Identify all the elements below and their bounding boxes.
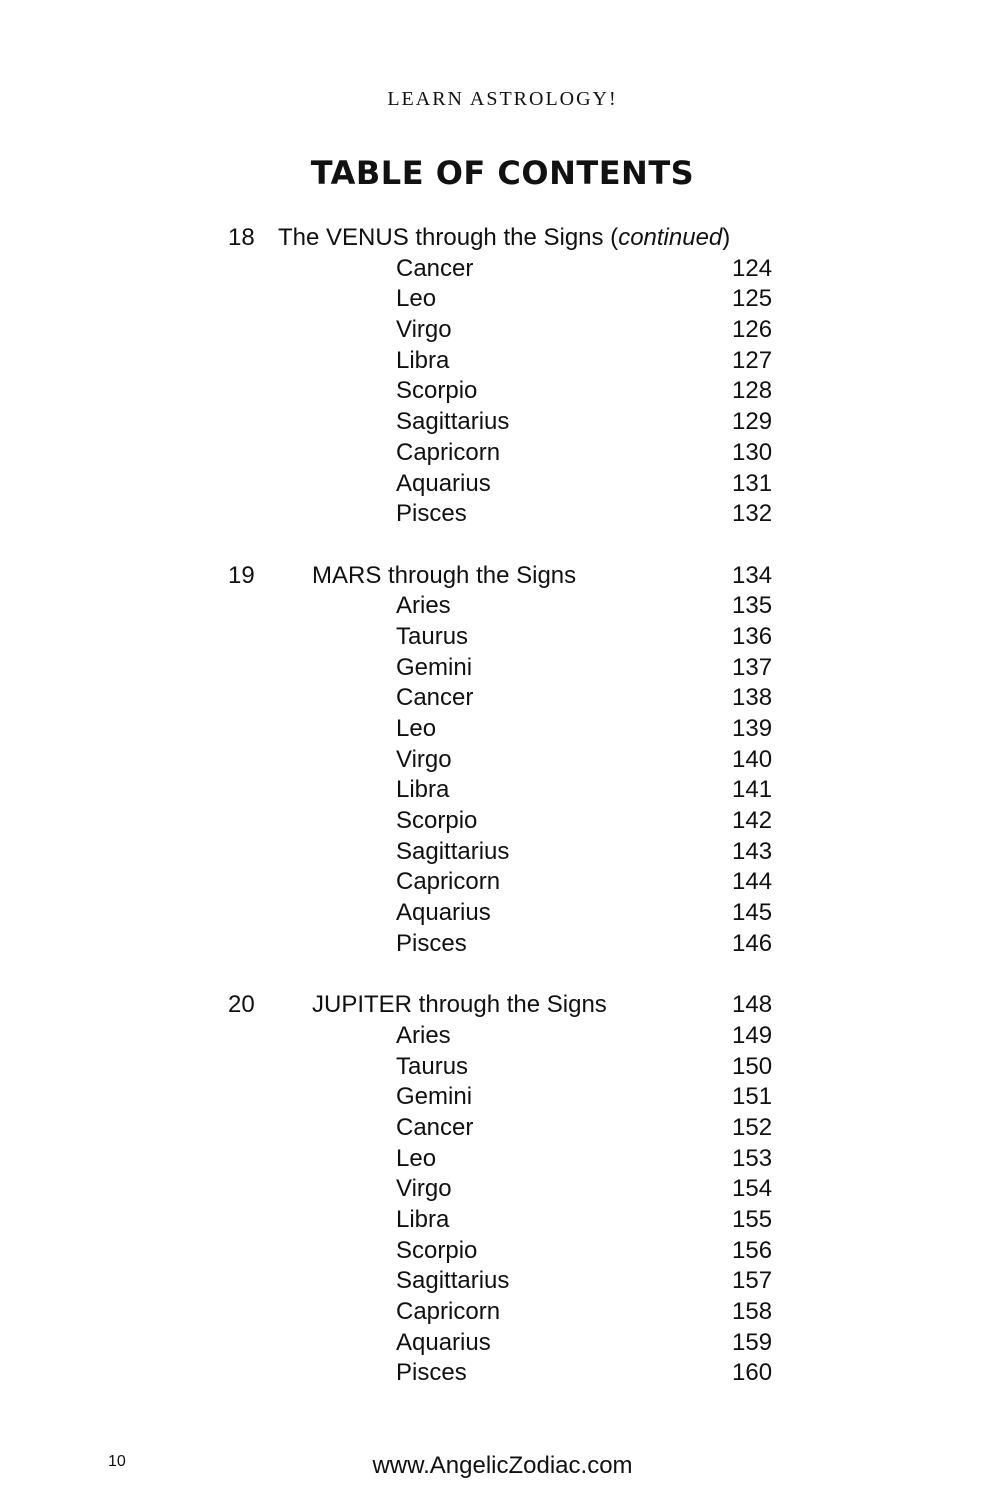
spacer bbox=[0, 530, 1005, 561]
entry-page: 153 bbox=[732, 1144, 773, 1172]
chapter-title bbox=[312, 990, 607, 1021]
toc-entry[interactable] bbox=[0, 591, 1005, 622]
toc-entry[interactable] bbox=[0, 1082, 1005, 1113]
toc-entry[interactable] bbox=[0, 1328, 1005, 1359]
entry-label: Scorpio bbox=[396, 377, 478, 405]
toc-entry[interactable] bbox=[0, 284, 1005, 315]
entry-label: Pisces bbox=[396, 929, 467, 957]
toc-entry[interactable] bbox=[0, 1236, 1005, 1267]
spacer bbox=[0, 960, 1005, 991]
entry-page: 150 bbox=[732, 1052, 773, 1080]
entry-page: 130 bbox=[732, 438, 773, 466]
entry-label: Taurus bbox=[396, 1052, 469, 1080]
toc-entry[interactable] bbox=[0, 1297, 1005, 1328]
toc-entry[interactable] bbox=[0, 806, 1005, 837]
entry-label: Virgo bbox=[396, 1175, 452, 1203]
toc-entry[interactable] bbox=[0, 683, 1005, 714]
entry-label: Aquarius bbox=[396, 1328, 491, 1356]
entry-label: Libra bbox=[396, 776, 450, 804]
chapter-title-text: JUPITER through the Signs bbox=[312, 991, 607, 1019]
entry-label: Pisces bbox=[396, 500, 467, 528]
entry-page: 127 bbox=[732, 346, 773, 374]
entry-label: Gemini bbox=[396, 1083, 473, 1111]
entry-page: 158 bbox=[732, 1298, 773, 1326]
entry-label: Virgo bbox=[396, 745, 452, 773]
chapter-row[interactable] bbox=[0, 990, 1005, 1021]
toc-entry[interactable] bbox=[0, 1174, 1005, 1205]
page-number: 10 bbox=[108, 1453, 126, 1470]
entry-label: Cancer bbox=[396, 1113, 474, 1141]
entry-label: Cancer bbox=[396, 684, 474, 712]
entry-label: Capricorn bbox=[396, 1298, 501, 1326]
continued-note-close: ) bbox=[722, 224, 731, 251]
toc-entry[interactable] bbox=[0, 653, 1005, 684]
chapter-row[interactable] bbox=[0, 223, 1005, 254]
toc-entry[interactable] bbox=[0, 1144, 1005, 1175]
entry-page: 125 bbox=[732, 285, 773, 313]
toc-entry[interactable] bbox=[0, 714, 1005, 745]
toc-entry[interactable] bbox=[0, 1266, 1005, 1297]
entry-page: 141 bbox=[732, 776, 773, 804]
entry-page: 124 bbox=[732, 254, 773, 282]
continued-note: continued bbox=[618, 224, 723, 251]
entry-page: 132 bbox=[732, 500, 773, 528]
entry-label: Gemini bbox=[396, 653, 473, 681]
table-of-contents bbox=[0, 223, 1005, 1389]
toc-entry[interactable] bbox=[0, 837, 1005, 868]
entry-page: 139 bbox=[732, 715, 773, 742]
entry-label: Virgo bbox=[396, 316, 452, 344]
entry-label: Aries bbox=[396, 1021, 451, 1049]
entry-page: 137 bbox=[732, 653, 773, 681]
entry-label: Leo bbox=[396, 285, 437, 313]
entry-page: 138 bbox=[732, 684, 773, 712]
toc-entry[interactable] bbox=[0, 1052, 1005, 1083]
toc-entry[interactable] bbox=[0, 745, 1005, 776]
entry-label: Capricorn bbox=[396, 868, 501, 896]
entry-label: Sagittarius bbox=[396, 408, 510, 436]
toc-entry[interactable] bbox=[0, 1113, 1005, 1144]
entry-page: 129 bbox=[732, 408, 773, 436]
entry-label: Scorpio bbox=[396, 807, 478, 835]
toc-entry[interactable] bbox=[0, 867, 1005, 898]
entry-page: 136 bbox=[732, 622, 773, 650]
chapter-number: 20 bbox=[228, 991, 255, 1019]
entry-page: 160 bbox=[732, 1359, 773, 1387]
page-title: TABLE OF CONTENTS bbox=[310, 154, 695, 192]
toc-entry[interactable] bbox=[0, 469, 1005, 500]
chapter-title bbox=[312, 561, 576, 592]
entry-label: Aquarius bbox=[396, 469, 491, 497]
entry-page: 144 bbox=[732, 868, 773, 896]
entry-page: 135 bbox=[732, 592, 773, 620]
toc-entry[interactable] bbox=[0, 898, 1005, 929]
entry-page: 159 bbox=[732, 1328, 773, 1356]
entry-page: 149 bbox=[732, 1021, 773, 1049]
toc-entry[interactable] bbox=[0, 254, 1005, 285]
entry-page: 145 bbox=[732, 899, 773, 927]
toc-entry[interactable] bbox=[0, 775, 1005, 806]
chapter-page: 134 bbox=[732, 561, 773, 589]
toc-entry[interactable] bbox=[0, 315, 1005, 346]
toc-entry[interactable] bbox=[0, 622, 1005, 653]
entry-page: 131 bbox=[732, 469, 773, 497]
toc-entry[interactable] bbox=[0, 346, 1005, 377]
chapter-title-text: MARS through the Signs bbox=[312, 561, 577, 589]
footer-url[interactable]: www.AngelicZodiac.com bbox=[372, 1452, 633, 1479]
chapter-row[interactable] bbox=[0, 561, 1005, 592]
entry-label: Taurus bbox=[396, 622, 469, 650]
entry-label: Pisces bbox=[396, 1359, 467, 1387]
entry-label: Libra bbox=[396, 346, 450, 374]
chapter-page: 148 bbox=[732, 991, 773, 1019]
entry-page: 152 bbox=[732, 1113, 773, 1141]
toc-entry[interactable] bbox=[0, 1205, 1005, 1236]
entry-page: 154 bbox=[732, 1175, 773, 1203]
entry-label: Scorpio bbox=[396, 1236, 478, 1264]
chapter-number: 19 bbox=[228, 561, 255, 589]
toc-entry[interactable] bbox=[0, 376, 1005, 407]
entry-page: 157 bbox=[732, 1267, 773, 1295]
entry-label: Libra bbox=[396, 1206, 450, 1233]
chapter-title-text: The VENUS through the Signs bbox=[278, 224, 604, 251]
toc-entry[interactable] bbox=[0, 438, 1005, 469]
continued-note-open: ( bbox=[603, 224, 619, 251]
entry-label: Aquarius bbox=[396, 899, 491, 927]
running-header: LEARN ASTROLOGY! bbox=[387, 88, 618, 110]
entry-page: 155 bbox=[732, 1206, 773, 1233]
entry-label: Leo bbox=[396, 1144, 437, 1172]
toc-entry[interactable] bbox=[0, 1021, 1005, 1052]
entry-page: 142 bbox=[732, 807, 773, 835]
entry-page: 146 bbox=[732, 929, 773, 957]
entry-page: 151 bbox=[732, 1083, 773, 1111]
entry-page: 156 bbox=[732, 1236, 773, 1264]
toc-entry[interactable] bbox=[0, 1358, 1005, 1389]
entry-page: 143 bbox=[732, 837, 773, 865]
chapter-title bbox=[278, 223, 730, 254]
toc-entry[interactable] bbox=[0, 499, 1005, 530]
toc-entry[interactable] bbox=[0, 407, 1005, 438]
entry-label: Leo bbox=[396, 715, 437, 742]
chapter-number: 18 bbox=[228, 224, 255, 251]
toc-entry[interactable] bbox=[0, 929, 1005, 960]
entry-page: 140 bbox=[732, 745, 773, 773]
entry-label: Cancer bbox=[396, 254, 474, 282]
entry-label: Aries bbox=[396, 592, 451, 620]
entry-label: Sagittarius bbox=[396, 837, 510, 865]
entry-page: 128 bbox=[732, 377, 773, 405]
entry-label: Capricorn bbox=[396, 438, 501, 466]
entry-label: Sagittarius bbox=[396, 1267, 510, 1295]
entry-page: 126 bbox=[732, 316, 773, 344]
